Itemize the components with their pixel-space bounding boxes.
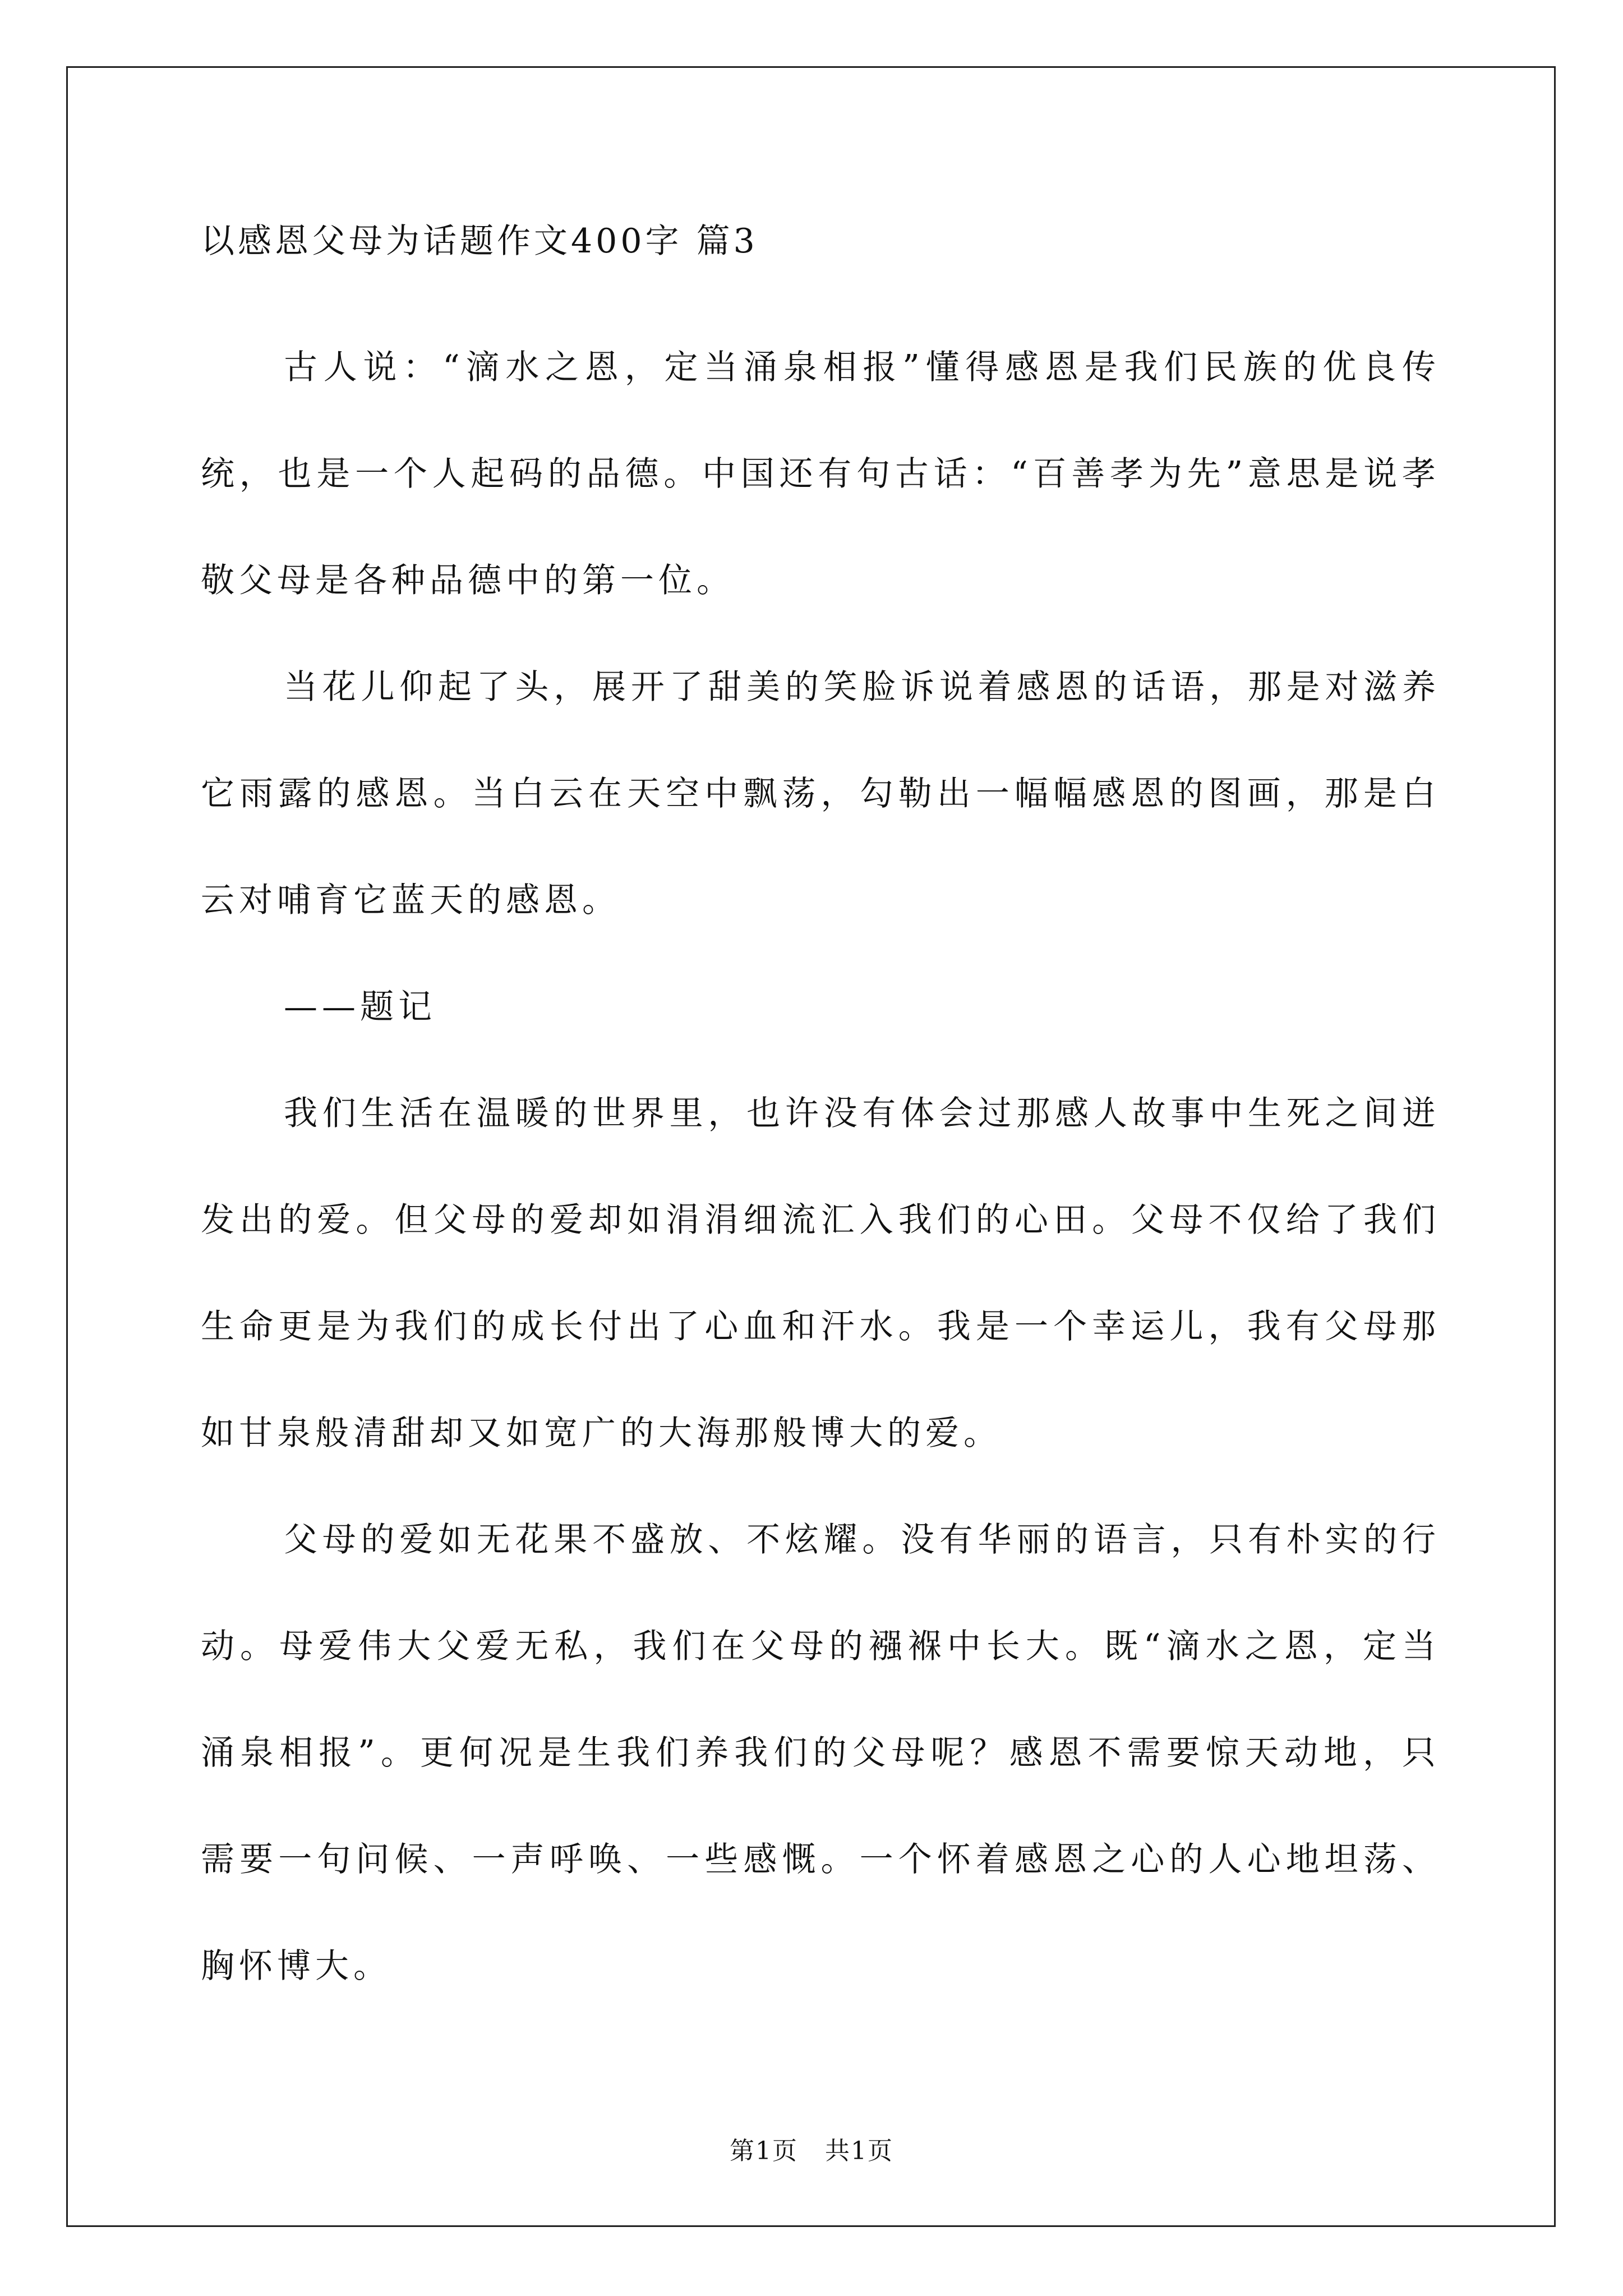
document-title: 以感恩父母为话题作文400字 篇3 xyxy=(201,222,758,261)
page-number-footer: 第1页 共1页 xyxy=(730,2137,893,2165)
paragraph-1: 古人说：“滴水之恩，定当涌泉相报”懂得感恩是我们民族的优良传统，也是一个人起码的品德。中国还有句古话：“百善孝为先”意思是说孝敬父母是各种品德中的第一位。 xyxy=(201,348,1440,600)
paragraph-4: 父母的爱如无花果不盛放、不炫耀。没有华丽的语言，只有朴实的行动。母爱伟大父爱无私，我们在父母的襁褓中长大。既“滴水之恩，定当涌泉相报”。更何况是生我们养我们的父母呢？感恩不需要惊天动地，只需要一句问候、一声呼唤、一些感慨。一个怀着感恩之心的人心地坦荡、胸怀博大。 xyxy=(201,1520,1440,1986)
paragraph-inscription: ——题记 xyxy=(284,987,436,1027)
paragraph-2: 当花儿仰起了头，展开了甜美的笑脸诉说着感恩的话语，那是对滋养它雨露的感恩。当白云在天空中飘荡，勾勒出一幅幅感恩的图画，那是白云对哺育它蓝天的感恩。 xyxy=(201,668,1440,920)
paragraph-3: 我们生活在温暖的世界里，也许没有体会过那感人故事中生死之间迸发出的爱。但父母的爱却如涓涓细流汇入我们的心田。父母不仅给了我们生命更是为我们的成长付出了心血和汗水。我是一个幸运儿，我有父母那如甘泉般清甜却又如宽广的大海那般博大的爱。 xyxy=(201,1094,1440,1453)
document-body xyxy=(201,213,1440,2019)
